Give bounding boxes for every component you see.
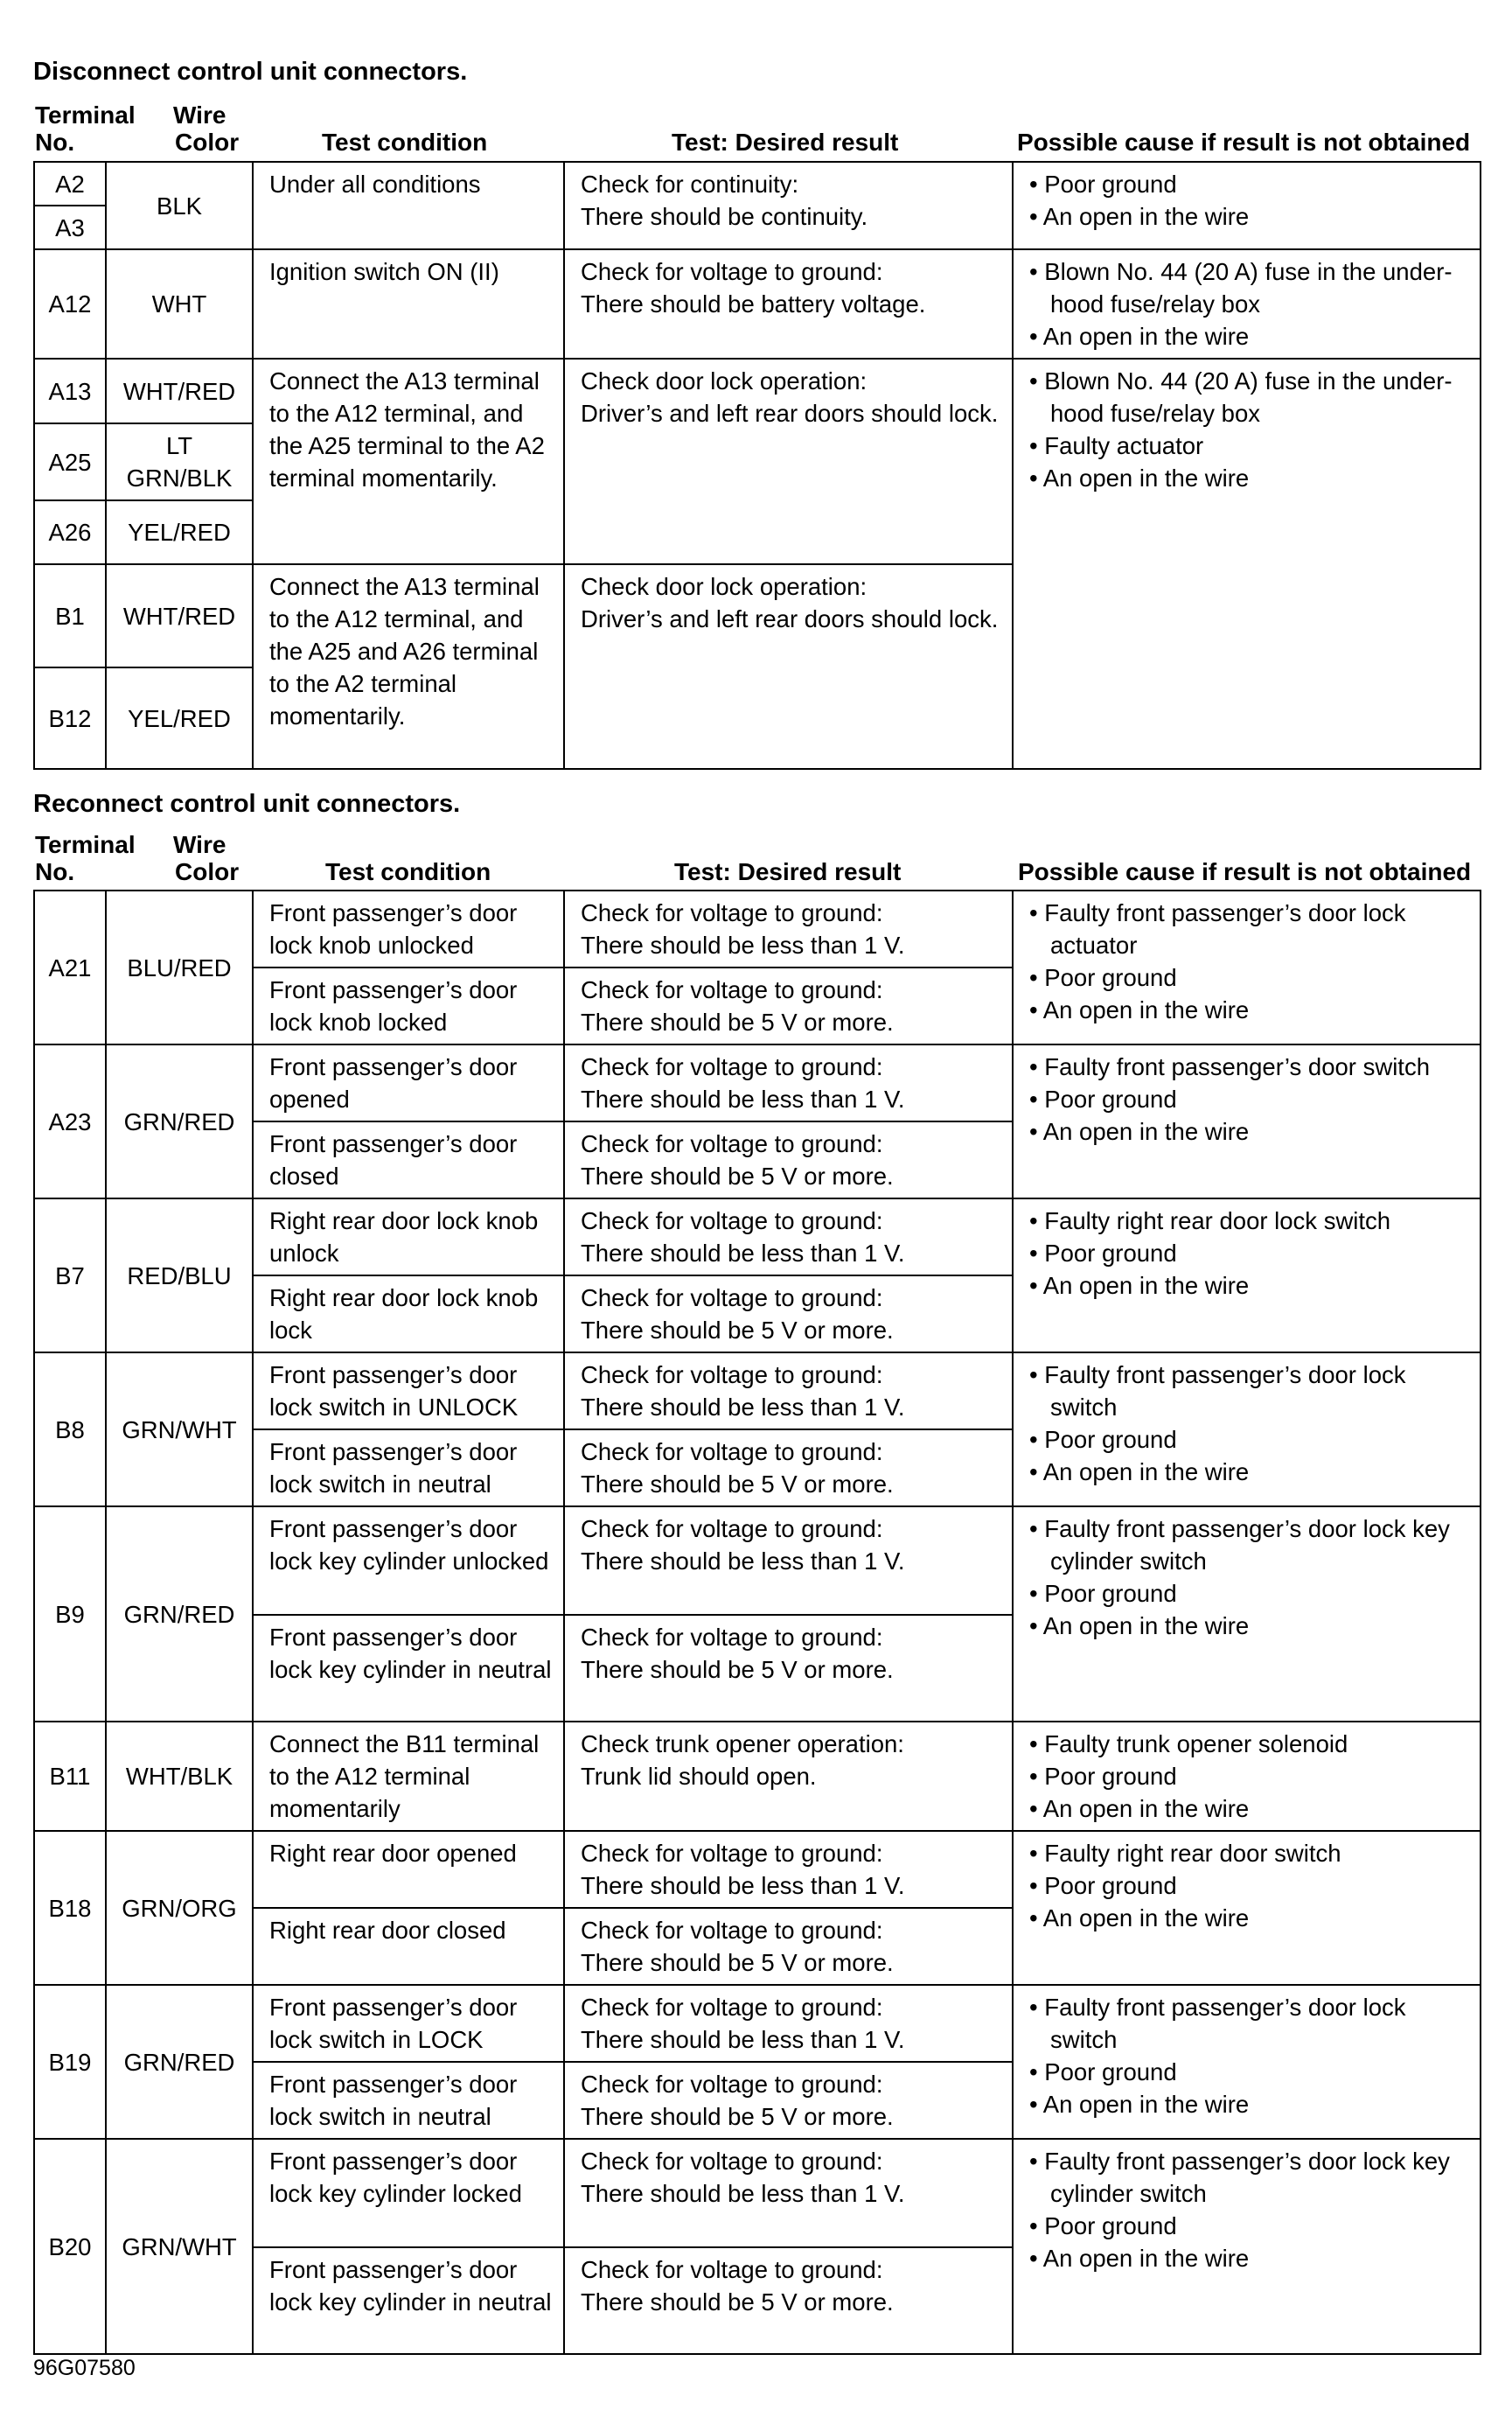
cause-item: • An open in the wire: [1029, 1118, 1250, 1145]
header-possible-cause: Possible cause if result is not obtained: [1017, 129, 1471, 156]
result-line: Check for voltage to ground:: [581, 258, 883, 285]
cause-item: • Poor ground: [1029, 1240, 1177, 1267]
table-row: [34, 2139, 1481, 2247]
result-line: Check for voltage to ground:: [581, 1515, 883, 1542]
desired-result-cell: [564, 359, 1013, 564]
cause-item: • Faulty front passenger’s door lock key cylinder switch: [1029, 2148, 1450, 2207]
wire-color-cell: YEL/RED: [106, 667, 253, 769]
result-line: Check for voltage to ground:: [581, 1284, 883, 1311]
result-line: Check for voltage to ground:: [581, 1917, 883, 1944]
result-line: Check for voltage to ground:: [581, 1361, 883, 1388]
test-condition-cell: Front passenger’s door lock knob locked: [253, 968, 564, 1044]
terminal-cell: A3: [34, 206, 106, 249]
disconnect-table-body: [34, 162, 1481, 769]
wire-color-cell: WHT/BLK: [106, 1722, 253, 1831]
header-wire-line1: Wire: [173, 831, 226, 858]
test-condition-cell: Right rear door closed: [253, 1908, 564, 1985]
test-condition-cell: Front passenger’s door lock switch in neutral: [253, 1429, 564, 1506]
result-line: There should be less than 1 V.: [581, 1086, 905, 1113]
test-condition-cell: Right rear door lock knob lock: [253, 1275, 564, 1352]
possible-cause-cell: [1013, 1352, 1481, 1506]
cause-item: • An open in the wire: [1029, 1458, 1250, 1485]
table-row: [34, 249, 1481, 359]
cause-item: • Poor ground: [1029, 1763, 1177, 1790]
result-line: Check for voltage to ground:: [581, 1130, 883, 1157]
test-condition-cell: Front passenger’s door lock key cylinder locked: [253, 2139, 564, 2247]
result-line: There should be less than 1 V.: [581, 932, 905, 959]
result-line: There should be less than 1 V.: [581, 1394, 905, 1421]
result-line: There should be 5 V or more.: [581, 2103, 894, 2130]
desired-result-cell: [564, 1275, 1013, 1352]
desired-result-cell: [564, 1506, 1013, 1615]
possible-cause-cell: [1013, 359, 1481, 769]
wire-color-cell: GRN/RED: [106, 1506, 253, 1722]
table-row: [34, 1722, 1481, 1831]
desired-result-cell: [564, 1908, 1013, 1985]
test-condition-cell: Front passenger’s door lock key cylinder in neutral: [253, 2247, 564, 2354]
table-row: [34, 359, 1481, 423]
table-row: [34, 1198, 1481, 1275]
possible-cause-cell: [1013, 1198, 1481, 1352]
cause-item: • An open in the wire: [1029, 1904, 1250, 1932]
table-row: [34, 1352, 1481, 1429]
terminal-cell: A26: [34, 500, 106, 564]
test-condition-cell: Front passenger’s door lock key cylinder unlocked: [253, 1506, 564, 1615]
cause-item: • An open in the wire: [1029, 1795, 1250, 1822]
test-condition-cell: Front passenger’s door lock knob unlocked: [253, 891, 564, 968]
result-line: There should be battery voltage.: [581, 290, 926, 318]
terminal-cell: B9: [34, 1506, 106, 1722]
desired-result-cell: [564, 1198, 1013, 1275]
result-line: Driver’s and left rear doors should lock.: [581, 605, 999, 632]
terminal-cell: B7: [34, 1198, 106, 1352]
wire-color-cell: GRN/RED: [106, 1985, 253, 2139]
terminal-cell: B11: [34, 1722, 106, 1831]
header-desired-result: Test: Desired result: [672, 129, 899, 156]
wire-color-cell: GRN/ORG: [106, 1831, 253, 1985]
wire-color-cell: GRN/WHT: [106, 2139, 253, 2354]
possible-cause-cell: [1013, 2139, 1481, 2354]
cause-item: • An open in the wire: [1029, 323, 1250, 350]
test-condition-cell: Front passenger’s door lock key cylinder in neutral: [253, 1615, 564, 1722]
test-condition-cell: Connect the A13 terminal to the A12 terminal, and the A25 terminal to the A2 terminal momentarily.: [253, 359, 564, 564]
result-line: There should be less than 1 V.: [581, 2026, 905, 2053]
cause-item: • Faulty front passenger’s door lock actuator: [1029, 899, 1406, 959]
table-row: [34, 1985, 1481, 2062]
header-wire-color: [173, 831, 239, 885]
cause-item: • Poor ground: [1029, 1426, 1177, 1453]
result-line: Check for voltage to ground:: [581, 1624, 883, 1651]
wire-color-cell: WHT/RED: [106, 359, 253, 423]
cause-item: • Faulty front passenger’s door lock key cylinder switch: [1029, 1515, 1450, 1575]
result-line: Check for voltage to ground:: [581, 1438, 883, 1465]
terminal-cell: A25: [34, 423, 106, 500]
cause-item: • Poor ground: [1029, 1580, 1177, 1607]
desired-result-cell: [564, 162, 1013, 249]
desired-result-cell: [564, 1352, 1013, 1429]
test-condition-cell: Front passenger’s door closed: [253, 1121, 564, 1198]
result-line: Driver’s and left rear doors should lock.: [581, 400, 999, 427]
result-line: There should be 5 V or more.: [581, 1949, 894, 1976]
cause-item: • Faulty actuator: [1029, 432, 1204, 459]
result-line: Check for voltage to ground:: [581, 2256, 883, 2283]
cause-item: • Faulty trunk opener solenoid: [1029, 1730, 1348, 1757]
desired-result-cell: [564, 1429, 1013, 1506]
header-terminal-line1: Terminal: [35, 831, 136, 858]
header-wire-line2: Color: [175, 129, 240, 156]
reconnect-table: [33, 890, 1481, 2355]
header-wire-line1: Wire: [173, 101, 226, 129]
result-line: Check for voltage to ground:: [581, 1994, 883, 2021]
header-terminal-no: [35, 831, 136, 885]
test-condition-cell: Right rear door lock knob unlock: [253, 1198, 564, 1275]
result-line: Check for voltage to ground:: [581, 1207, 883, 1234]
cause-item: • An open in the wire: [1029, 1612, 1250, 1639]
wire-color-cell: GRN/WHT: [106, 1352, 253, 1506]
desired-result-cell: [564, 2247, 1013, 2354]
desired-result-cell: [564, 249, 1013, 359]
table-row: [34, 1044, 1481, 1121]
result-line: Check for voltage to ground:: [581, 976, 883, 1003]
test-condition-cell: Under all conditions: [253, 162, 564, 249]
terminal-cell: B8: [34, 1352, 106, 1506]
wire-color-line: GRN/BLK: [126, 465, 233, 492]
desired-result-cell: [564, 2139, 1013, 2247]
wire-color-cell: YEL/RED: [106, 500, 253, 564]
header-possible-cause: Possible cause if result is not obtained: [1018, 858, 1472, 885]
cause-item: • Poor ground: [1029, 2058, 1177, 2085]
wire-color-cell: GRN/RED: [106, 1044, 253, 1198]
header-terminal-no: [35, 101, 136, 156]
result-line: There should be 5 V or more.: [581, 2288, 894, 2316]
cause-item: • An open in the wire: [1029, 2245, 1250, 2272]
result-line: There should be 5 V or more.: [581, 1163, 894, 1190]
cause-item: • Faulty right rear door lock switch: [1029, 1207, 1391, 1234]
result-line: Check trunk opener operation:: [581, 1730, 904, 1757]
result-line: There should be less than 1 V.: [581, 1547, 905, 1575]
result-line: Check door lock operation:: [581, 367, 867, 395]
cause-item: • Faulty front passenger’s door lock switch: [1029, 1361, 1406, 1421]
possible-cause-cell: [1013, 1044, 1481, 1198]
header-terminal-line2: No.: [35, 129, 75, 156]
result-line: Check door lock operation:: [581, 573, 867, 600]
desired-result-cell: [564, 891, 1013, 968]
desired-result-cell: [564, 1615, 1013, 1722]
possible-cause-cell: [1013, 1831, 1481, 1985]
desired-result-cell: [564, 1121, 1013, 1198]
table-row: [34, 891, 1481, 968]
result-line: There should be less than 1 V.: [581, 1240, 905, 1267]
possible-cause-cell: [1013, 162, 1481, 249]
cause-item: • Poor ground: [1029, 964, 1177, 991]
result-line: There should be 5 V or more.: [581, 1009, 894, 1036]
result-line: Check for continuity:: [581, 171, 799, 198]
test-condition-cell: Right rear door opened: [253, 1831, 564, 1908]
possible-cause-cell: [1013, 1985, 1481, 2139]
cause-item: • An open in the wire: [1029, 2091, 1250, 2118]
result-line: Trunk lid should open.: [581, 1763, 817, 1790]
wire-color-cell: BLK: [106, 162, 253, 249]
cause-item: • Poor ground: [1029, 1872, 1177, 1899]
cause-item: • Poor ground: [1029, 1086, 1177, 1113]
cause-item: • An open in the wire: [1029, 996, 1250, 1023]
terminal-cell: A13: [34, 359, 106, 423]
figure-id: 96G07580: [33, 2356, 136, 2380]
cause-item: • An open in the wire: [1029, 1272, 1250, 1299]
header-terminal-line2: No.: [35, 858, 75, 885]
section-title-disconnect: Disconnect control unit connectors.: [33, 58, 468, 86]
terminal-cell: B1: [34, 564, 106, 667]
desired-result-cell: [564, 1722, 1013, 1831]
result-line: There should be less than 1 V.: [581, 1872, 905, 1899]
wire-color-cell: WHT: [106, 249, 253, 359]
table-row: [34, 1831, 1481, 1908]
table-row: [34, 162, 1481, 206]
cause-item: • An open in the wire: [1029, 203, 1250, 230]
header-test-condition: Test condition: [325, 858, 491, 885]
terminal-cell: B19: [34, 1985, 106, 2139]
desired-result-cell: [564, 1044, 1013, 1121]
result-line: There should be 5 V or more.: [581, 1656, 894, 1683]
wire-color-cell: RED/BLU: [106, 1198, 253, 1352]
test-condition-cell: Front passenger’s door lock switch in UNLOCK: [253, 1352, 564, 1429]
test-condition-cell: Front passenger’s door opened: [253, 1044, 564, 1121]
test-condition-cell: Front passenger’s door lock switch in LOCK: [253, 1985, 564, 2062]
terminal-cell: A2: [34, 162, 106, 206]
result-line: There should be continuity.: [581, 203, 868, 230]
possible-cause-cell: [1013, 891, 1481, 1044]
result-line: Check for voltage to ground:: [581, 1840, 883, 1867]
desired-result-cell: [564, 564, 1013, 769]
cause-item: • An open in the wire: [1029, 465, 1250, 492]
test-condition-cell: Front passenger’s door lock switch in neutral: [253, 2062, 564, 2139]
desired-result-cell: [564, 1985, 1013, 2062]
result-line: There should be 5 V or more.: [581, 1470, 894, 1498]
result-line: Check for voltage to ground:: [581, 899, 883, 926]
header-terminal-line1: Terminal: [35, 101, 136, 129]
cause-item: • Faulty right rear door switch: [1029, 1840, 1341, 1867]
reconnect-table-body: [34, 891, 1481, 2354]
possible-cause-cell: [1013, 1506, 1481, 1722]
test-condition-cell: Connect the A13 terminal to the A12 terminal, and the A25 and A26 terminal to the A2 terminal momentarily.: [253, 564, 564, 769]
header-desired-result: Test: Desired result: [674, 858, 902, 885]
possible-cause-cell: [1013, 1722, 1481, 1831]
test-condition-cell: Connect the B11 terminal to the A12 terminal momentarily: [253, 1722, 564, 1831]
cause-item: • Faulty front passenger’s door switch: [1029, 1053, 1430, 1080]
cause-item: • Faulty front passenger’s door lock switch: [1029, 1994, 1406, 2053]
wire-color-line: LT: [165, 432, 193, 459]
terminal-cell: A23: [34, 1044, 106, 1198]
result-line: There should be 5 V or more.: [581, 1317, 894, 1344]
cause-item: • Poor ground: [1029, 2212, 1177, 2239]
wire-color-cell: BLU/RED: [106, 891, 253, 1044]
desired-result-cell: [564, 1831, 1013, 1908]
header-wire-color: [173, 101, 239, 156]
section-title-reconnect: Reconnect control unit connectors.: [33, 790, 461, 818]
terminal-cell: B12: [34, 667, 106, 769]
header-test-condition: Test condition: [322, 129, 488, 156]
desired-result-cell: [564, 968, 1013, 1044]
result-line: Check for voltage to ground:: [581, 2071, 883, 2098]
terminal-cell: A12: [34, 249, 106, 359]
test-condition-cell: Ignition switch ON (II): [253, 249, 564, 359]
result-line: Check for voltage to ground:: [581, 1053, 883, 1080]
desired-result-cell: [564, 2062, 1013, 2139]
cause-item: • Poor ground: [1029, 171, 1177, 198]
cause-item: • Blown No. 44 (20 A) fuse in the under-hood fuse/relay box: [1029, 258, 1453, 318]
cause-item: • Blown No. 44 (20 A) fuse in the under-hood fuse/relay box: [1029, 367, 1453, 427]
wire-color-cell: [106, 423, 253, 500]
possible-cause-cell: [1013, 249, 1481, 359]
table-row: [34, 1506, 1481, 1615]
result-line: Check for voltage to ground:: [581, 2148, 883, 2175]
wire-color-cell: WHT/RED: [106, 564, 253, 667]
terminal-cell: A21: [34, 891, 106, 1044]
disconnect-table: [33, 161, 1481, 770]
terminal-cell: B18: [34, 1831, 106, 1985]
header-wire-line2: Color: [175, 858, 240, 885]
terminal-cell: B20: [34, 2139, 106, 2354]
result-line: There should be less than 1 V.: [581, 2180, 905, 2207]
